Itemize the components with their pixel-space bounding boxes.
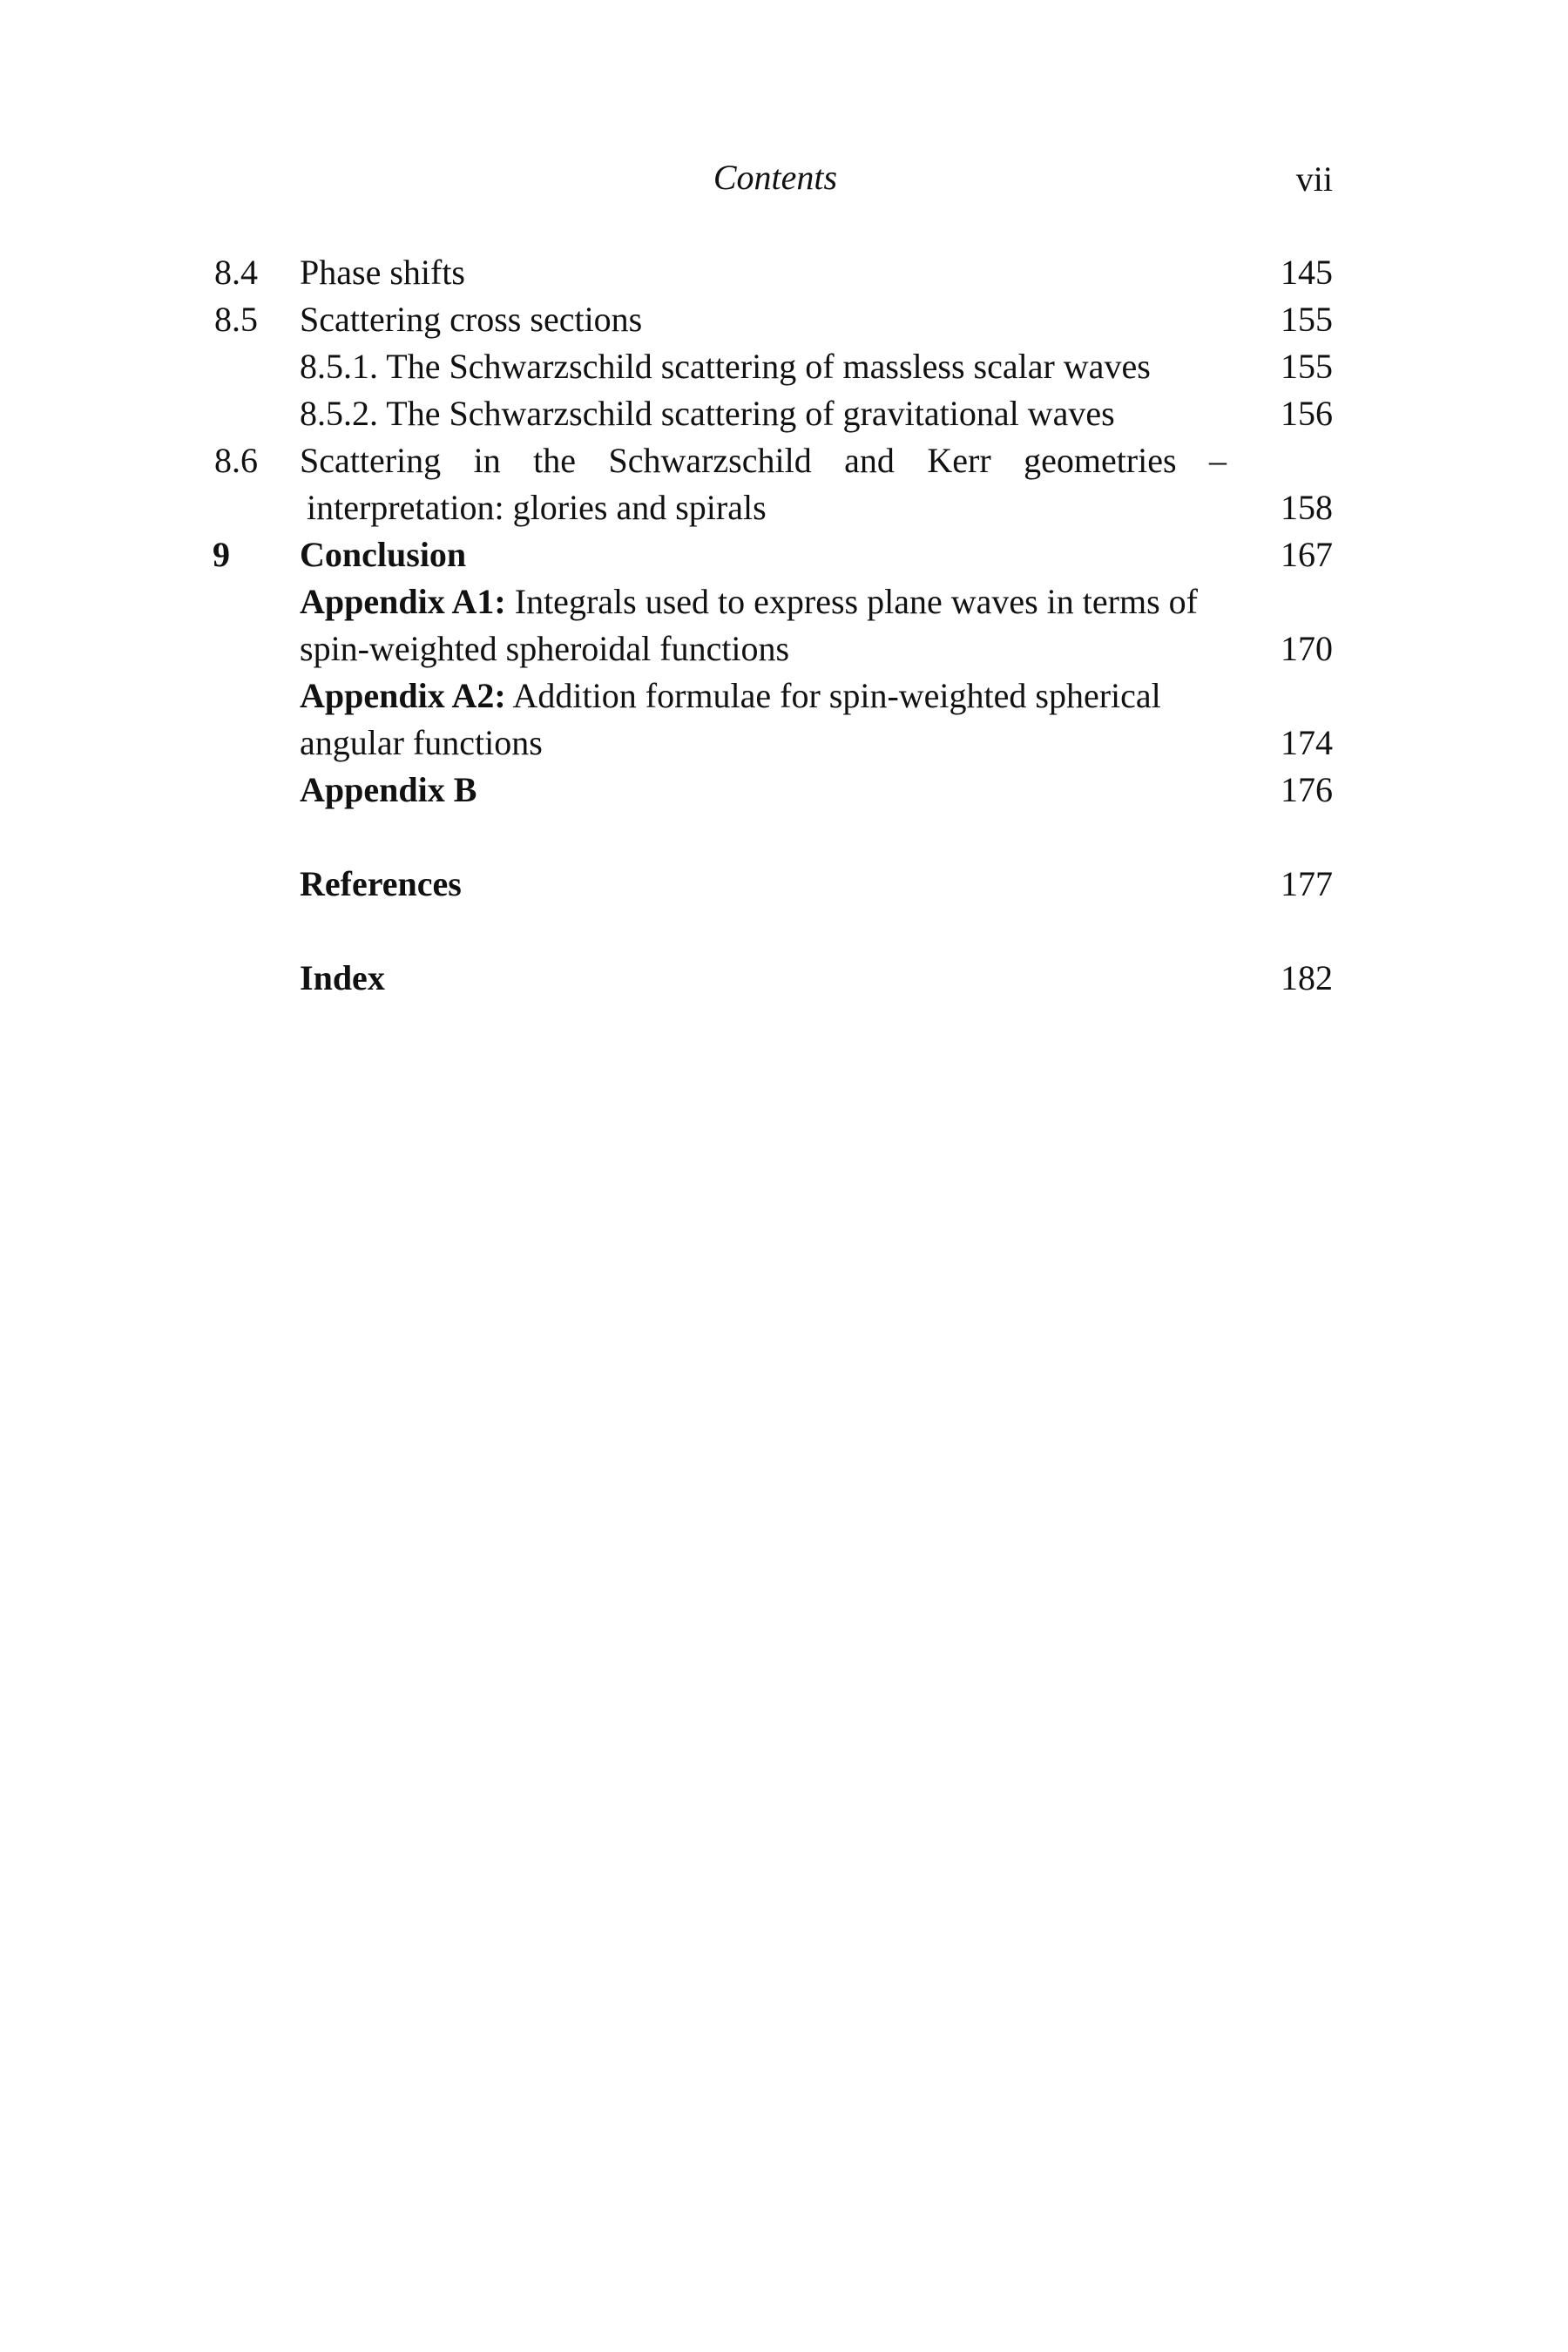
toc-index-label: Index bbox=[300, 958, 385, 997]
toc-entry-page: 155 bbox=[1281, 300, 1333, 339]
toc-entry-title-line2: interpretation: glories and spirals bbox=[307, 488, 767, 527]
toc-appendix-page: 170 bbox=[1281, 629, 1333, 668]
toc-entry-number: 9 bbox=[213, 535, 230, 574]
spacer bbox=[0, 908, 1568, 955]
toc-entry-page: 145 bbox=[1281, 253, 1333, 292]
toc-subentry bbox=[0, 390, 1568, 437]
toc-entry bbox=[0, 296, 1568, 343]
toc-appendix-title-line1 bbox=[300, 578, 1236, 625]
toc-appendix-label: Appendix A1: bbox=[300, 582, 506, 621]
toc-entry bbox=[0, 249, 1568, 296]
toc-entry-title-line1: Scattering in the Schwarzschild and Kerr geometries – bbox=[300, 441, 1227, 480]
table-of-contents bbox=[0, 249, 1568, 1002]
toc-entry-number: 8.6 bbox=[214, 441, 258, 480]
toc-appendix-label: Appendix B bbox=[300, 770, 477, 809]
toc-entry-page: 158 bbox=[1281, 488, 1333, 527]
toc-references-page: 177 bbox=[1281, 864, 1333, 903]
toc-subentry-page: 156 bbox=[1281, 394, 1333, 433]
toc-appendix-label: Appendix A2: bbox=[300, 676, 506, 715]
toc-appendix-page: 176 bbox=[1281, 770, 1333, 809]
toc-references-label: References bbox=[300, 864, 462, 903]
toc-subentry-title: 8.5.2. The Schwarzschild scattering of gravitational waves bbox=[300, 394, 1115, 433]
toc-index-page: 182 bbox=[1281, 958, 1333, 997]
toc-appendix-title-line1 bbox=[300, 672, 1236, 720]
toc-references-entry bbox=[0, 861, 1568, 908]
toc-appendix-continuation bbox=[0, 625, 1568, 672]
toc-appendix-title-line2: spin-weighted spheroidal functions bbox=[300, 629, 790, 668]
toc-subentry bbox=[0, 343, 1568, 390]
toc-entry-page: 167 bbox=[1281, 535, 1333, 574]
toc-appendix-continuation bbox=[0, 720, 1568, 767]
toc-appendix-title-line2: angular functions bbox=[300, 723, 543, 762]
toc-appendix-text: Integrals used to express plane waves in terms of bbox=[505, 582, 1198, 621]
toc-appendix-entry bbox=[0, 767, 1568, 814]
spacer bbox=[0, 814, 1568, 861]
toc-subentry-page: 155 bbox=[1281, 347, 1333, 386]
running-header-title: Contents bbox=[713, 158, 838, 197]
toc-entry-title: Phase shifts bbox=[300, 253, 465, 292]
toc-entry-number: 8.4 bbox=[214, 253, 258, 292]
toc-entry bbox=[0, 531, 1568, 578]
toc-appendix-text: Addition formulae for spin-weighted spherical bbox=[505, 676, 1161, 715]
toc-index-entry bbox=[0, 955, 1568, 1002]
toc-appendix-entry bbox=[0, 672, 1568, 720]
toc-entry bbox=[0, 437, 1568, 484]
toc-subentry-title: 8.5.1. The Schwarzschild scattering of massless scalar waves bbox=[300, 347, 1151, 386]
toc-entry-continuation bbox=[0, 484, 1568, 531]
toc-entry-number: 8.5 bbox=[214, 300, 258, 339]
toc-appendix-page: 174 bbox=[1281, 723, 1333, 762]
toc-entry-title: Conclusion bbox=[300, 535, 467, 574]
running-header-page-number: vii bbox=[1295, 159, 1333, 199]
toc-appendix-entry bbox=[0, 578, 1568, 625]
toc-entry-title: Scattering cross sections bbox=[300, 300, 643, 339]
